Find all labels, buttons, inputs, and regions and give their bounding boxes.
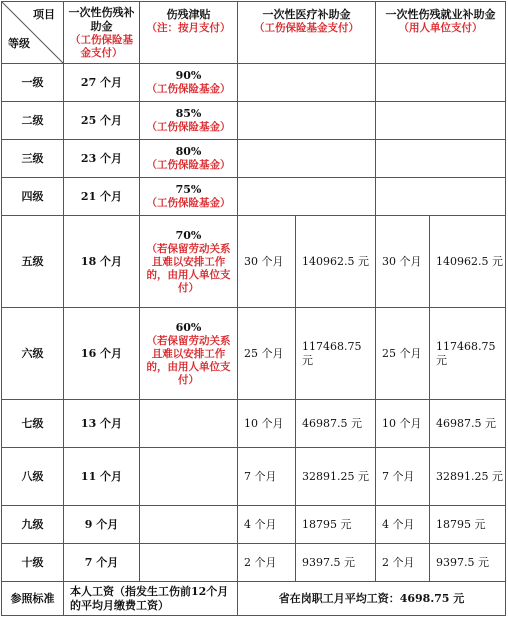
- empty-cell: [140, 400, 238, 448]
- allowance-cell: [140, 64, 238, 102]
- grade-cell: 六级: [2, 308, 64, 400]
- compensation-table-page: [1, 1, 507, 615]
- medical-months-cell: 7 个月: [238, 448, 296, 506]
- col-employment-subsidy-title: 一次性伤残就业补助金: [385, 8, 496, 21]
- compensation-table: [1, 1, 506, 616]
- grade-cell: 五级: [2, 216, 64, 308]
- table-row: [2, 448, 506, 506]
- col-employment-subsidy-header: [376, 2, 506, 64]
- header-row: [2, 2, 506, 64]
- empty-cell: [140, 448, 238, 506]
- grade-cell: 三级: [2, 140, 64, 178]
- empty-cell: [238, 102, 376, 140]
- allowance-pct: 90%: [175, 69, 202, 82]
- allowance-pct: 85%: [175, 107, 202, 120]
- months-cell: 16 个月: [64, 308, 140, 400]
- medical-amount-cell: 32891.25 元: [296, 448, 376, 506]
- allowance-cell: [140, 216, 238, 308]
- allowance-cell: [140, 102, 238, 140]
- employment-months-cell: 4 个月: [376, 506, 430, 544]
- table-row: [2, 400, 506, 448]
- months-cell: 18 个月: [64, 216, 140, 308]
- medical-months-cell: 30 个月: [238, 216, 296, 308]
- col-medical-subsidy-header: [238, 2, 376, 64]
- employment-months-cell: 25 个月: [376, 308, 430, 400]
- months-cell: 23 个月: [64, 140, 140, 178]
- allowance-note: （若保留劳动关系且难以安排工作的，由用人单位支付）: [146, 242, 231, 294]
- allowance-cell: [140, 140, 238, 178]
- allowance-pct: 70%: [175, 228, 202, 242]
- table-row: [2, 64, 506, 102]
- empty-cell: [140, 544, 238, 582]
- grade-cell: 一级: [2, 64, 64, 102]
- table-row: [2, 308, 506, 400]
- months-cell: 9 个月: [64, 506, 140, 544]
- col-disability-subsidy-header: [64, 2, 140, 64]
- table-row: [2, 216, 506, 308]
- table-row: [2, 140, 506, 178]
- footer-basis: 本人工资（指发生工伤前12个月的平均月缴费工资）: [64, 582, 238, 616]
- employment-amount-cell: 18795 元: [430, 506, 506, 544]
- footer-avg-wage: 省在岗职工月平均工资：4698.75 元: [238, 582, 506, 616]
- months-cell: 21 个月: [64, 178, 140, 216]
- allowance-note: （若保留劳动关系且难以安排工作的，由用人单位支付）: [146, 334, 231, 386]
- empty-cell: [376, 102, 506, 140]
- medical-months-cell: 4 个月: [238, 506, 296, 544]
- footer-label: 参照标准: [2, 582, 64, 616]
- allowance-cell: [140, 308, 238, 400]
- allowance-pct: 80%: [175, 145, 202, 158]
- col-employment-subsidy-note: （用人单位支付）: [398, 22, 483, 34]
- grade-cell: 十级: [2, 544, 64, 582]
- months-cell: 27 个月: [64, 64, 140, 102]
- months-cell: 7 个月: [64, 544, 140, 582]
- medical-amount-cell: 46987.5 元: [296, 400, 376, 448]
- empty-cell: [376, 178, 506, 216]
- medical-amount-cell: 140962.5 元: [296, 216, 376, 308]
- allowance-note: （工伤保险基金）: [146, 121, 231, 133]
- empty-cell: [376, 64, 506, 102]
- empty-cell: [140, 506, 238, 544]
- medical-amount-cell: 117468.75 元: [296, 308, 376, 400]
- months-cell: 13 个月: [64, 400, 140, 448]
- col-disability-subsidy-title: 一次性伤残补助金: [68, 5, 135, 33]
- col-allowance-title: 伤残津贴: [166, 8, 211, 21]
- col-medical-subsidy-title: 一次性医疗补助金: [262, 8, 351, 21]
- months-cell: 25 个月: [64, 102, 140, 140]
- empty-cell: [376, 140, 506, 178]
- corner-grade-label: 等级: [8, 37, 30, 50]
- corner-header: [2, 2, 64, 64]
- medical-months-cell: 10 个月: [238, 400, 296, 448]
- employment-amount-cell: 117468.75 元: [430, 308, 506, 400]
- grade-cell: 二级: [2, 102, 64, 140]
- col-disability-subsidy-note: （工伤保险基金支付）: [70, 33, 133, 59]
- medical-months-cell: 2 个月: [238, 544, 296, 582]
- table-row: [2, 102, 506, 140]
- corner-item-label: 项目: [33, 8, 55, 21]
- table-row: [2, 544, 506, 582]
- employment-amount-cell: 32891.25 元: [430, 448, 506, 506]
- allowance-pct: 60%: [175, 320, 202, 334]
- empty-cell: [238, 178, 376, 216]
- grade-cell: 四级: [2, 178, 64, 216]
- grade-cell: 九级: [2, 506, 64, 544]
- medical-amount-cell: 9397.5 元: [296, 544, 376, 582]
- grade-cell: 八级: [2, 448, 64, 506]
- employment-amount-cell: 140962.5 元: [430, 216, 506, 308]
- col-allowance-note: （注：按月支付）: [146, 22, 231, 34]
- allowance-note: （工伤保险基金）: [146, 159, 231, 171]
- employment-months-cell: 7 个月: [376, 448, 430, 506]
- allowance-note: （工伤保险基金）: [146, 83, 231, 95]
- col-medical-subsidy-note: （工伤保险基金支付）: [254, 22, 359, 34]
- table-row: [2, 178, 506, 216]
- medical-amount-cell: 18795 元: [296, 506, 376, 544]
- table-row: [2, 506, 506, 544]
- allowance-note: （工伤保险基金）: [146, 197, 231, 209]
- empty-cell: [238, 64, 376, 102]
- col-allowance-header: [140, 2, 238, 64]
- medical-months-cell: 25 个月: [238, 308, 296, 400]
- employment-months-cell: 10 个月: [376, 400, 430, 448]
- allowance-cell: [140, 178, 238, 216]
- employment-amount-cell: 46987.5 元: [430, 400, 506, 448]
- employment-amount-cell: 9397.5 元: [430, 544, 506, 582]
- grade-cell: 七级: [2, 400, 64, 448]
- allowance-pct: 75%: [175, 183, 202, 196]
- employment-months-cell: 30 个月: [376, 216, 430, 308]
- months-cell: 11 个月: [64, 448, 140, 506]
- footer-row: [2, 582, 506, 616]
- employment-months-cell: 2 个月: [376, 544, 430, 582]
- empty-cell: [238, 140, 376, 178]
